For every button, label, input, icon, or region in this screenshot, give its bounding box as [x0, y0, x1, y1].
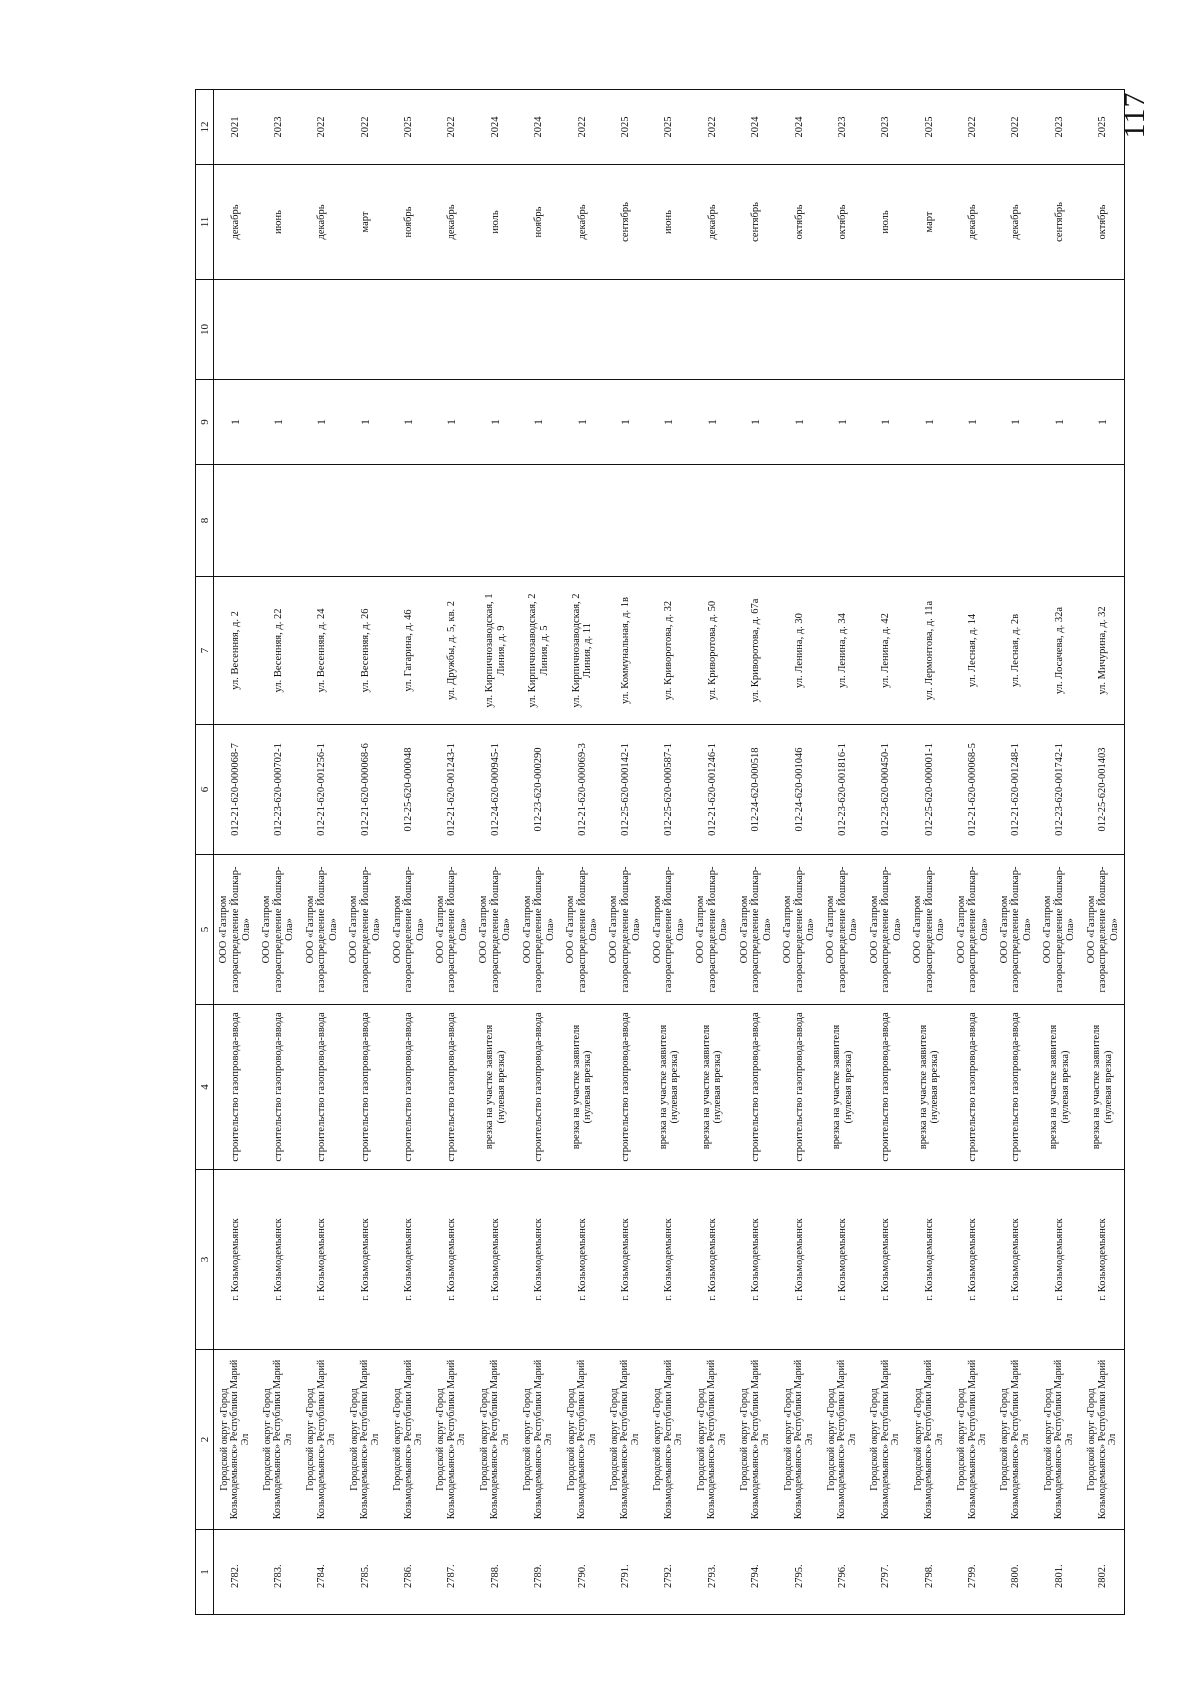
quantity-cell: 1 — [430, 380, 473, 465]
row-number-cell: 2801. — [1038, 1530, 1081, 1615]
quantity-cell: 1 — [257, 380, 300, 465]
quantity-cell: 1 — [734, 380, 777, 465]
year-cell: 2022 — [691, 90, 734, 165]
table-row — [474, 90, 517, 1615]
company-cell: ООО «Газпром газораспределение Йошкар-Ола» — [778, 855, 821, 1005]
work-type-cell: строительство газопровода-ввода — [951, 1005, 994, 1170]
year-cell: 2024 — [474, 90, 517, 165]
company-cell: ООО «Газпром газораспределение Йошкар-Ола» — [951, 855, 994, 1005]
work-type-cell: строительство газопровода-ввода — [214, 1005, 257, 1170]
municipality-cell: Городской округ «Город Козьмодемьянск» Республики Марий Эл — [344, 1350, 387, 1530]
company-cell: ООО «Газпром газораспределение Йошкар-Ола» — [430, 855, 473, 1005]
column-8-cell — [1038, 465, 1081, 577]
year-cell: 2023 — [1038, 90, 1081, 165]
address-cell: ул. Кирпичнозаводская, 2 Линия, д. 5 — [517, 577, 560, 725]
row-number-cell: 2783. — [257, 1530, 300, 1615]
company-cell: ООО «Газпром газораспределение Йошкар-Ола» — [387, 855, 430, 1005]
address-cell: ул. Ленина, д. 30 — [778, 577, 821, 725]
application-number-cell: 012-25-620-000587-1 — [647, 725, 690, 855]
address-cell: ул. Кирпичнозаводская, 1 Линия, д. 9 — [474, 577, 517, 725]
column-header: 10 — [196, 280, 214, 380]
column-header: 11 — [196, 165, 214, 280]
application-number-cell: 012-21-620-001248-1 — [995, 725, 1038, 855]
settlement-cell: г. Козьмодемьянск — [430, 1170, 473, 1350]
table-row — [1081, 90, 1124, 1615]
application-number-cell: 012-23-620-000702-1 — [257, 725, 300, 855]
row-number-cell: 2794. — [734, 1530, 777, 1615]
rotated-page-content — [195, 90, 1120, 1615]
column-8-cell — [344, 465, 387, 577]
municipality-cell: Городской округ «Город Козьмодемьянск» Республики Марий Эл — [474, 1350, 517, 1530]
table-row — [995, 90, 1038, 1615]
table-row — [300, 90, 343, 1615]
month-cell: сентябрь — [604, 165, 647, 280]
column-10-cell — [864, 280, 907, 380]
address-cell: ул. Криворотова, д. 67а — [734, 577, 777, 725]
month-cell: ноябрь — [517, 165, 560, 280]
settlement-cell: г. Козьмодемьянск — [387, 1170, 430, 1350]
municipality-cell: Городской округ «Город Козьмодемьянск» Республики Марий Эл — [1081, 1350, 1124, 1530]
work-type-cell: врезка на участке заявителя (нулевая врезка) — [691, 1005, 734, 1170]
address-cell: ул. Весенняя, д. 24 — [300, 577, 343, 725]
year-cell: 2024 — [734, 90, 777, 165]
table-row — [561, 90, 604, 1615]
column-8-cell — [647, 465, 690, 577]
company-cell: ООО «Газпром газораспределение Йошкар-Ола» — [908, 855, 951, 1005]
month-cell: декабрь — [995, 165, 1038, 280]
year-cell: 2022 — [344, 90, 387, 165]
column-10-cell — [995, 280, 1038, 380]
address-cell: ул. Ленина, д. 42 — [864, 577, 907, 725]
table-row — [647, 90, 690, 1615]
municipality-cell: Городской округ «Город Козьмодемьянск» Республики Марий Эл — [691, 1350, 734, 1530]
municipality-cell: Городской округ «Город Козьмодемьянск» Республики Марий Эл — [995, 1350, 1038, 1530]
company-cell: ООО «Газпром газораспределение Йошкар-Ола» — [257, 855, 300, 1005]
application-number-cell: 012-21-620-001256-1 — [300, 725, 343, 855]
municipality-cell: Городской округ «Город Козьмодемьянск» Республики Марий Эл — [300, 1350, 343, 1530]
year-cell: 2023 — [257, 90, 300, 165]
application-number-cell: 012-21-620-001246-1 — [691, 725, 734, 855]
company-cell: ООО «Газпром газораспределение Йошкар-Ола» — [1038, 855, 1081, 1005]
company-cell: ООО «Газпром газораспределение Йошкар-Ола» — [214, 855, 257, 1005]
column-8-cell — [430, 465, 473, 577]
column-8-cell — [604, 465, 647, 577]
row-number-cell: 2802. — [1081, 1530, 1124, 1615]
year-cell: 2025 — [604, 90, 647, 165]
table-row — [214, 90, 257, 1615]
application-number-cell: 012-23-620-000450-1 — [864, 725, 907, 855]
column-10-cell — [734, 280, 777, 380]
address-cell: ул. Лесная, д. 14 — [951, 577, 994, 725]
month-cell: июль — [864, 165, 907, 280]
municipality-cell: Городской округ «Город Козьмодемьянск» Республики Марий Эл — [951, 1350, 994, 1530]
year-cell: 2024 — [517, 90, 560, 165]
column-10-cell — [778, 280, 821, 380]
column-8-cell — [995, 465, 1038, 577]
year-cell: 2022 — [430, 90, 473, 165]
month-cell: ноябрь — [387, 165, 430, 280]
application-number-cell: 012-23-620-001742-1 — [1038, 725, 1081, 855]
column-8-cell — [1081, 465, 1124, 577]
row-number-cell: 2784. — [300, 1530, 343, 1615]
column-8-cell — [908, 465, 951, 577]
address-cell: ул. Криворотова, д. 50 — [691, 577, 734, 725]
settlement-cell: г. Козьмодемьянск — [1038, 1170, 1081, 1350]
settlement-cell: г. Козьмодемьянск — [517, 1170, 560, 1350]
row-number-cell: 2790. — [561, 1530, 604, 1615]
gasification-table — [195, 89, 1125, 1615]
column-8-cell — [561, 465, 604, 577]
settlement-cell: г. Козьмодемьянск — [344, 1170, 387, 1350]
table-row — [387, 90, 430, 1615]
month-cell: март — [908, 165, 951, 280]
municipality-cell: Городской округ «Город Козьмодемьянск» Республики Марий Эл — [604, 1350, 647, 1530]
row-number-cell: 2795. — [778, 1530, 821, 1615]
work-type-cell: строительство газопровода-ввода — [864, 1005, 907, 1170]
company-cell: ООО «Газпром газораспределение Йошкар-Ола» — [561, 855, 604, 1005]
company-cell: ООО «Газпром газораспределение Йошкар-Ола» — [734, 855, 777, 1005]
address-cell: ул. Дружбы, д. 5, кв. 2 — [430, 577, 473, 725]
settlement-cell: г. Козьмодемьянск — [300, 1170, 343, 1350]
application-number-cell: 012-25-620-000142-1 — [604, 725, 647, 855]
application-number-cell: 012-23-620-000290 — [517, 725, 560, 855]
column-8-cell — [734, 465, 777, 577]
settlement-cell: г. Козьмодемьянск — [951, 1170, 994, 1350]
municipality-cell: Городской округ «Город Козьмодемьянск» Республики Марий Эл — [561, 1350, 604, 1530]
application-number-cell: 012-24-620-000945-1 — [474, 725, 517, 855]
application-number-cell: 012-25-620-001403 — [1081, 725, 1124, 855]
application-number-cell: 012-21-620-001243-1 — [430, 725, 473, 855]
municipality-cell: Городской округ «Город Козьмодемьянск» Республики Марий Эл — [908, 1350, 951, 1530]
month-cell: март — [344, 165, 387, 280]
application-number-cell: 012-21-620-000068-5 — [951, 725, 994, 855]
quantity-cell: 1 — [995, 380, 1038, 465]
column-number-row — [196, 90, 214, 1615]
column-header: 2 — [196, 1350, 214, 1530]
work-type-cell: строительство газопровода-ввода — [257, 1005, 300, 1170]
column-10-cell — [387, 280, 430, 380]
column-10-cell — [517, 280, 560, 380]
municipality-cell: Городской округ «Город Козьмодемьянск» Республики Марий Эл — [734, 1350, 777, 1530]
column-8-cell — [821, 465, 864, 577]
application-number-cell: 012-25-620-000001-1 — [908, 725, 951, 855]
work-type-cell: строительство газопровода-ввода — [344, 1005, 387, 1170]
column-8-cell — [257, 465, 300, 577]
address-cell: ул. Ленина, д. 34 — [821, 577, 864, 725]
column-10-cell — [1038, 280, 1081, 380]
column-10-cell — [647, 280, 690, 380]
quantity-cell: 1 — [1038, 380, 1081, 465]
year-cell: 2025 — [647, 90, 690, 165]
month-cell: декабрь — [951, 165, 994, 280]
row-number-cell: 2788. — [474, 1530, 517, 1615]
quantity-cell: 1 — [647, 380, 690, 465]
address-cell: ул. Лосачева, д. 32а — [1038, 577, 1081, 725]
application-number-cell: 012-21-620-000068-6 — [344, 725, 387, 855]
row-number-cell: 2797. — [864, 1530, 907, 1615]
column-10-cell — [430, 280, 473, 380]
address-cell: ул. Весенняя, д. 22 — [257, 577, 300, 725]
row-number-cell: 2787. — [430, 1530, 473, 1615]
column-header: 12 — [196, 90, 214, 165]
column-8-cell — [387, 465, 430, 577]
settlement-cell: г. Козьмодемьянск — [821, 1170, 864, 1350]
settlement-cell: г. Козьмодемьянск — [778, 1170, 821, 1350]
company-cell: ООО «Газпром газораспределение Йошкар-Ола» — [300, 855, 343, 1005]
column-header: 8 — [196, 465, 214, 577]
municipality-cell: Городской округ «Город Козьмодемьянск» Республики Марий Эл — [387, 1350, 430, 1530]
settlement-cell: г. Козьмодемьянск — [995, 1170, 1038, 1350]
month-cell: октябрь — [778, 165, 821, 280]
row-number-cell: 2800. — [995, 1530, 1038, 1615]
work-type-cell: строительство газопровода-ввода — [300, 1005, 343, 1170]
quantity-cell: 1 — [1081, 380, 1124, 465]
settlement-cell: г. Козьмодемьянск — [908, 1170, 951, 1350]
column-8-cell — [474, 465, 517, 577]
work-type-cell: врезка на участке заявителя (нулевая врезка) — [561, 1005, 604, 1170]
month-cell: июнь — [647, 165, 690, 280]
company-cell: ООО «Газпром газораспределение Йошкар-Ола» — [821, 855, 864, 1005]
work-type-cell: строительство газопровода-ввода — [430, 1005, 473, 1170]
company-cell: ООО «Газпром газораспределение Йошкар-Ола» — [604, 855, 647, 1005]
column-10-cell — [344, 280, 387, 380]
column-8-cell — [864, 465, 907, 577]
month-cell: июнь — [257, 165, 300, 280]
municipality-cell: Городской округ «Город Козьмодемьянск» Республики Марий Эл — [1038, 1350, 1081, 1530]
table-row — [1038, 90, 1081, 1615]
column-10-cell — [474, 280, 517, 380]
column-header: 1 — [196, 1530, 214, 1615]
application-number-cell: 012-23-620-001816-1 — [821, 725, 864, 855]
settlement-cell: г. Козьмодемьянск — [1081, 1170, 1124, 1350]
municipality-cell: Городской округ «Город Козьмодемьянск» Республики Марий Эл — [214, 1350, 257, 1530]
column-10-cell — [604, 280, 647, 380]
column-8-cell — [300, 465, 343, 577]
work-type-cell: строительство газопровода-ввода — [778, 1005, 821, 1170]
column-8-cell — [691, 465, 734, 577]
month-cell: сентябрь — [1038, 165, 1081, 280]
table-row — [734, 90, 777, 1615]
month-cell: сентябрь — [734, 165, 777, 280]
table-row — [908, 90, 951, 1615]
column-8-cell — [517, 465, 560, 577]
quantity-cell: 1 — [474, 380, 517, 465]
column-header: 4 — [196, 1005, 214, 1170]
month-cell: июль — [474, 165, 517, 280]
column-10-cell — [691, 280, 734, 380]
quantity-cell: 1 — [604, 380, 647, 465]
column-10-cell — [908, 280, 951, 380]
address-cell: ул. Лермонтова, д. 11а — [908, 577, 951, 725]
address-cell: ул. Гагарина, д. 46 — [387, 577, 430, 725]
company-cell: ООО «Газпром газораспределение Йошкар-Ола» — [474, 855, 517, 1005]
column-8-cell — [778, 465, 821, 577]
quantity-cell: 1 — [517, 380, 560, 465]
year-cell: 2022 — [951, 90, 994, 165]
year-cell: 2025 — [1081, 90, 1124, 165]
work-type-cell: врезка на участке заявителя (нулевая врезка) — [647, 1005, 690, 1170]
work-type-cell: строительство газопровода-ввода — [387, 1005, 430, 1170]
column-8-cell — [951, 465, 994, 577]
work-type-cell: строительство газопровода-ввода — [995, 1005, 1038, 1170]
row-number-cell: 2798. — [908, 1530, 951, 1615]
column-10-cell — [561, 280, 604, 380]
month-cell: декабрь — [561, 165, 604, 280]
row-number-cell: 2793. — [691, 1530, 734, 1615]
table-row — [691, 90, 734, 1615]
column-10-cell — [821, 280, 864, 380]
month-cell: октябрь — [1081, 165, 1124, 280]
company-cell: ООО «Газпром газораспределение Йошкар-Ола» — [344, 855, 387, 1005]
settlement-cell: г. Козьмодемьянск — [214, 1170, 257, 1350]
address-cell: ул. Лесная, д. 2в — [995, 577, 1038, 725]
municipality-cell: Городской округ «Город Козьмодемьянск» Республики Марий Эл — [778, 1350, 821, 1530]
address-cell: ул. Кирпичнозаводская, 2 Линия, д. 11 — [561, 577, 604, 725]
quantity-cell: 1 — [300, 380, 343, 465]
municipality-cell: Городской округ «Город Козьмодемьянск» Республики Марий Эл — [647, 1350, 690, 1530]
table-row — [778, 90, 821, 1615]
row-number-cell: 2785. — [344, 1530, 387, 1615]
table-row — [951, 90, 994, 1615]
application-number-cell: 012-21-620-000068-7 — [214, 725, 257, 855]
settlement-cell: г. Козьмодемьянск — [734, 1170, 777, 1350]
year-cell: 2023 — [864, 90, 907, 165]
company-cell: ООО «Газпром газораспределение Йошкар-Ола» — [995, 855, 1038, 1005]
settlement-cell: г. Козьмодемьянск — [474, 1170, 517, 1350]
row-number-cell: 2792. — [647, 1530, 690, 1615]
settlement-cell: г. Козьмодемьянск — [604, 1170, 647, 1350]
month-cell: декабрь — [691, 165, 734, 280]
application-number-cell: 012-21-620-000069-3 — [561, 725, 604, 855]
address-cell: ул. Коммунальная, д. 1в — [604, 577, 647, 725]
year-cell: 2025 — [387, 90, 430, 165]
company-cell: ООО «Газпром газораспределение Йошкар-Ола» — [517, 855, 560, 1005]
column-10-cell — [257, 280, 300, 380]
column-10-cell — [951, 280, 994, 380]
address-cell: ул. Мичурина, д. 32 — [1081, 577, 1124, 725]
application-number-cell: 012-25-620-000048 — [387, 725, 430, 855]
month-cell: декабрь — [430, 165, 473, 280]
year-cell: 2023 — [821, 90, 864, 165]
municipality-cell: Городской округ «Город Козьмодемьянск» Республики Марий Эл — [517, 1350, 560, 1530]
column-header: 5 — [196, 855, 214, 1005]
column-header: 6 — [196, 725, 214, 855]
application-number-cell: 012-24-620-000518 — [734, 725, 777, 855]
row-number-cell: 2791. — [604, 1530, 647, 1615]
year-cell: 2021 — [214, 90, 257, 165]
row-number-cell: 2796. — [821, 1530, 864, 1615]
address-cell: ул. Весенняя, д. 26 — [344, 577, 387, 725]
application-number-cell: 012-24-620-001046 — [778, 725, 821, 855]
column-10-cell — [1081, 280, 1124, 380]
company-cell: ООО «Газпром газораспределение Йошкар-Ола» — [864, 855, 907, 1005]
year-cell: 2025 — [908, 90, 951, 165]
municipality-cell: Городской округ «Город Козьмодемьянск» Республики Марий Эл — [257, 1350, 300, 1530]
work-type-cell: врезка на участке заявителя (нулевая врезка) — [1081, 1005, 1124, 1170]
month-cell: октябрь — [821, 165, 864, 280]
row-number-cell: 2789. — [517, 1530, 560, 1615]
quantity-cell: 1 — [778, 380, 821, 465]
row-number-cell: 2799. — [951, 1530, 994, 1615]
settlement-cell: г. Козьмодемьянск — [561, 1170, 604, 1350]
page-number: 117 — [1118, 91, 1151, 139]
column-header: 9 — [196, 380, 214, 465]
column-header: 7 — [196, 577, 214, 725]
month-cell: декабрь — [214, 165, 257, 280]
year-cell: 2022 — [561, 90, 604, 165]
quantity-cell: 1 — [908, 380, 951, 465]
row-number-cell: 2782. — [214, 1530, 257, 1615]
work-type-cell: врезка на участке заявителя (нулевая врезка) — [821, 1005, 864, 1170]
quantity-cell: 1 — [951, 380, 994, 465]
table-row — [344, 90, 387, 1615]
table-row — [821, 90, 864, 1615]
table-row — [430, 90, 473, 1615]
address-cell: ул. Весенняя, д. 2 — [214, 577, 257, 725]
month-cell: декабрь — [300, 165, 343, 280]
year-cell: 2024 — [778, 90, 821, 165]
year-cell: 2022 — [995, 90, 1038, 165]
quantity-cell: 1 — [864, 380, 907, 465]
table-row — [864, 90, 907, 1615]
company-cell: ООО «Газпром газораспределение Йошкар-Ола» — [1081, 855, 1124, 1005]
work-type-cell: строительство газопровода-ввода — [517, 1005, 560, 1170]
municipality-cell: Городской округ «Город Козьмодемьянск» Республики Марий Эл — [821, 1350, 864, 1530]
company-cell: ООО «Газпром газораспределение Йошкар-Ола» — [691, 855, 734, 1005]
work-type-cell: врезка на участке заявителя (нулевая врезка) — [1038, 1005, 1081, 1170]
column-10-cell — [214, 280, 257, 380]
table-row — [257, 90, 300, 1615]
work-type-cell: врезка на участке заявителя (нулевая врезка) — [474, 1005, 517, 1170]
work-type-cell: врезка на участке заявителя (нулевая врезка) — [908, 1005, 951, 1170]
quantity-cell: 1 — [387, 380, 430, 465]
quantity-cell: 1 — [344, 380, 387, 465]
column-8-cell — [214, 465, 257, 577]
work-type-cell: строительство газопровода-ввода — [734, 1005, 777, 1170]
column-header: 3 — [196, 1170, 214, 1350]
year-cell: 2022 — [300, 90, 343, 165]
quantity-cell: 1 — [691, 380, 734, 465]
row-number-cell: 2786. — [387, 1530, 430, 1615]
quantity-cell: 1 — [214, 380, 257, 465]
work-type-cell: строительство газопровода-ввода — [604, 1005, 647, 1170]
settlement-cell: г. Козьмодемьянск — [691, 1170, 734, 1350]
company-cell: ООО «Газпром газораспределение Йошкар-Ола» — [647, 855, 690, 1005]
settlement-cell: г. Козьмодемьянск — [647, 1170, 690, 1350]
address-cell: ул. Криворотова, д. 32 — [647, 577, 690, 725]
table-row — [517, 90, 560, 1615]
settlement-cell: г. Козьмодемьянск — [864, 1170, 907, 1350]
table-body — [214, 90, 1125, 1615]
table-row — [604, 90, 647, 1615]
municipality-cell: Городской округ «Город Козьмодемьянск» Республики Марий Эл — [864, 1350, 907, 1530]
column-10-cell — [300, 280, 343, 380]
quantity-cell: 1 — [821, 380, 864, 465]
settlement-cell: г. Козьмодемьянск — [257, 1170, 300, 1350]
quantity-cell: 1 — [561, 380, 604, 465]
municipality-cell: Городской округ «Город Козьмодемьянск» Республики Марий Эл — [430, 1350, 473, 1530]
